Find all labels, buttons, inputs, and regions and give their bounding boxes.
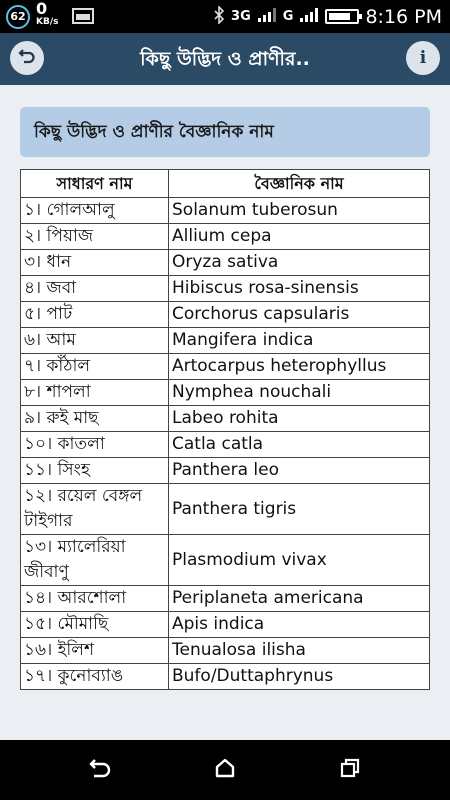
common-name-cell: ১৪। আরশোলা (21, 586, 169, 612)
common-name-cell: ৯। রুই মাছ (21, 406, 169, 432)
scientific-name-cell: Nymphea nouchali (169, 380, 430, 406)
common-name-cell: ১৭। কুনোব্যাঙ (21, 664, 169, 690)
table-row (21, 328, 430, 354)
table-row (21, 612, 430, 638)
table-row (21, 224, 430, 250)
navigation-bar (0, 740, 450, 800)
bluetooth-icon (213, 6, 225, 28)
table-row (21, 406, 430, 432)
info-icon: i (419, 48, 427, 68)
table-row (21, 638, 430, 664)
common-name-cell: ১২। রয়েল বেঙ্গল টাইগার (21, 484, 169, 535)
network-type-g: G (282, 9, 294, 24)
heading-box (20, 107, 430, 157)
page-title: কিছু উদ্ভিদ ও প্রাণীর.. (140, 48, 310, 70)
network-speed-value: 0 (36, 0, 48, 18)
network-speed-unit: KB/s (36, 17, 59, 27)
status-bar (0, 0, 450, 33)
scientific-name-cell: Allium cepa (169, 224, 430, 250)
table-row (21, 198, 430, 224)
scientific-name-cell: Hibiscus rosa-sinensis (169, 276, 430, 302)
network-type-3g: 3G (231, 9, 251, 24)
scientific-name-cell: Artocarpus heterophyllus (169, 354, 430, 380)
table-row (21, 664, 430, 690)
battery-icon (325, 9, 359, 24)
network-speed (36, 1, 58, 27)
back-button[interactable] (10, 41, 44, 75)
table-row (21, 535, 430, 586)
scientific-name-cell: Oryza sativa (169, 250, 430, 276)
table-row (21, 276, 430, 302)
scientific-name-cell: Plasmodium vivax (169, 535, 430, 586)
column-header-scientific-name: বৈজ্ঞানিক নাম (169, 170, 430, 198)
common-name-cell: ১৩। ম্যালেরিয়া জীবাণু (21, 535, 169, 586)
table-row (21, 586, 430, 612)
common-name-cell: ১৫। মৌমাছি (21, 612, 169, 638)
scientific-name-cell: Labeo rohita (169, 406, 430, 432)
app-bar (0, 33, 450, 85)
table-row (21, 250, 430, 276)
back-nav-icon (88, 757, 112, 783)
scientific-name-cell: Corchorus capsularis (169, 302, 430, 328)
scientific-name-cell: Mangifera indica (169, 328, 430, 354)
scientific-name-cell: Periplaneta americana (169, 586, 430, 612)
back-icon (18, 47, 36, 70)
content-area[interactable] (0, 85, 450, 740)
scientific-name-cell: Tenualosa ilisha (169, 638, 430, 664)
scientific-name-cell: Bufo/Duttaphrynus (169, 664, 430, 690)
common-name-cell: ৭। কাঁঠাল (21, 354, 169, 380)
table-header-row (21, 170, 430, 198)
common-name-cell: ১১। সিংহ (21, 458, 169, 484)
scientific-name-cell: Solanum tuberosun (169, 198, 430, 224)
common-name-cell: ৪। জবা (21, 276, 169, 302)
scientific-name-cell: Panthera tigris (169, 484, 430, 535)
table-row (21, 354, 430, 380)
nav-home-button[interactable] (185, 740, 265, 800)
info-button[interactable] (406, 41, 440, 75)
signal-icon (257, 7, 277, 27)
image-icon (72, 8, 94, 24)
common-name-cell: ৫। পাট (21, 302, 169, 328)
notification-badge: 62 (6, 5, 30, 29)
signal-icon-2 (299, 7, 319, 27)
table-row (21, 302, 430, 328)
common-name-cell: ১০। কাতলা (21, 432, 169, 458)
scientific-name-cell: Catla catla (169, 432, 430, 458)
table-row (21, 458, 430, 484)
common-name-cell: ১৬। ইলিশ (21, 638, 169, 664)
table-row (21, 484, 430, 535)
table-row (21, 380, 430, 406)
common-name-cell: ৬। আম (21, 328, 169, 354)
names-table (20, 169, 430, 690)
table-row (21, 432, 430, 458)
nav-recents-button[interactable] (310, 740, 390, 800)
nav-back-button[interactable] (60, 740, 140, 800)
recents-icon (339, 757, 361, 783)
common-name-cell: ৩। ধান (21, 250, 169, 276)
clock: 8:16 PM (365, 5, 442, 28)
home-icon (214, 757, 236, 783)
column-header-common-name: সাধারণ নাম (21, 170, 169, 198)
common-name-cell: ১। গোলআলু (21, 198, 169, 224)
scientific-name-cell: Panthera leo (169, 458, 430, 484)
common-name-cell: ২। পিয়াজ (21, 224, 169, 250)
common-name-cell: ৮। শাপলা (21, 380, 169, 406)
scientific-name-cell: Apis indica (169, 612, 430, 638)
section-heading: কিছু উদ্ভিদ ও প্রাণীর বৈজ্ঞানিক নাম (34, 122, 274, 142)
